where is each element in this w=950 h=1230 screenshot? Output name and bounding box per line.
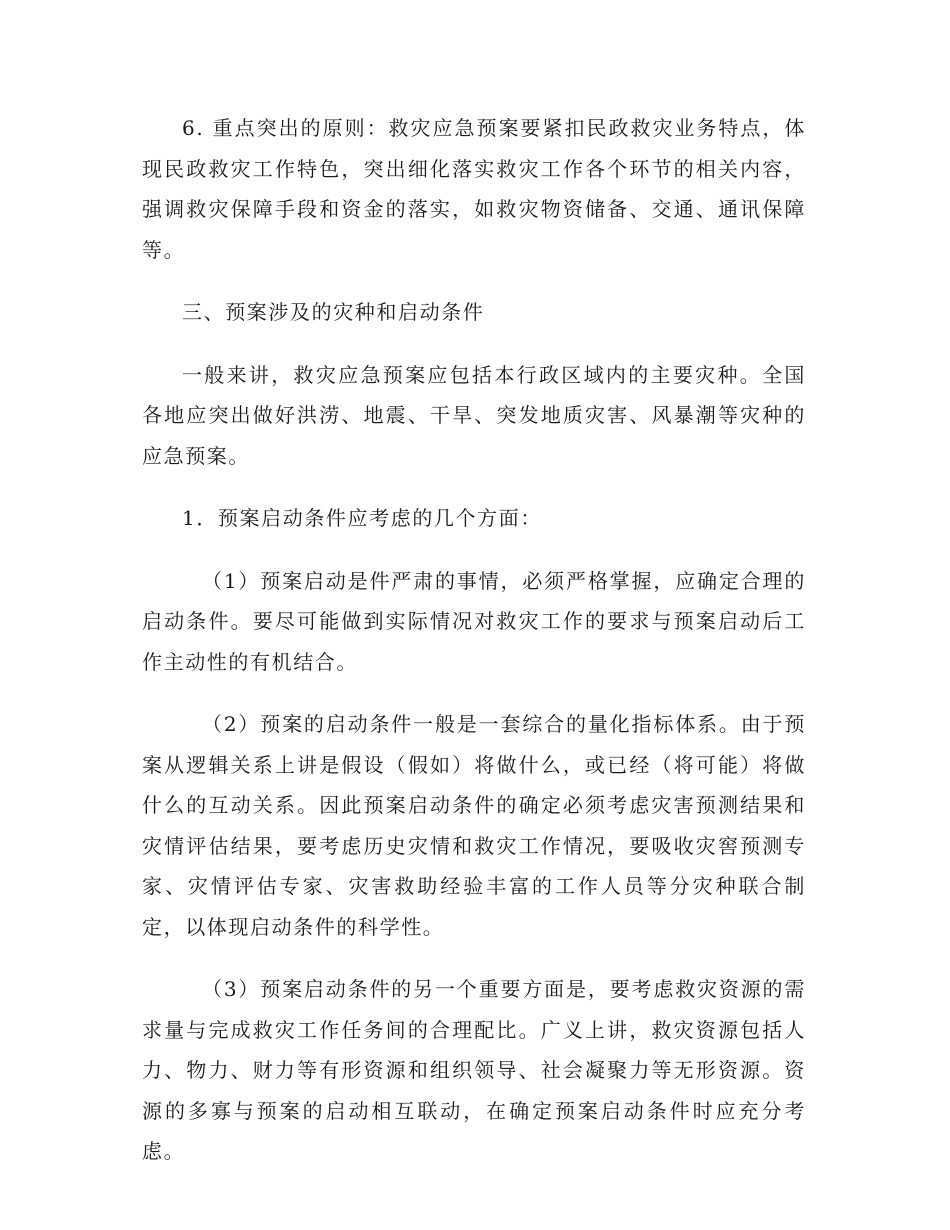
paragraph-principle-6: 6. 重点突出的原则：救灾应急预案要紧扣民政救灾业务特点，体现民政救灾工作特色，突出细化落实救灾工作各个环节的相关内容，强调救灾保障手段和资金的落实，如救灾物资储备、交通、通讯保障等。 (142, 116, 806, 262)
paragraph-item-3: （3）预案启动条件的另一个重要方面是，要考虑救灾资源的需求量与完成救灾工作任务间的合理配比。广义上讲，救灾资源包括人力、物力、财力等有形资源和组织领导、社会凝聚力等无形资源。资源的多寡与预案的启动相互联动，在确定预案启动条件时应充分考虑。 (142, 977, 806, 1163)
document-page (142, 108, 806, 1172)
section-heading-3: 三、预案涉及的灾种和启动条件 (182, 300, 485, 324)
paragraph-item-2: （2）预案的启动条件一般是一套综合的量化指标体系。由于预案从逻辑关系上讲是假设（假如）将做什么，或已经（将可能）将做什么的互动关系。因此预案启动条件的确定必须考虑灾害预测结果和灾情评估结果，要考虑历史灾情和救灾工作情况，要吸收灾窖预测专家、灾情评估专家、灾害救助经验丰富的工作人员等分灾种联合制定，以体现启动条件的科学性。 (142, 712, 806, 939)
subheading-startup-conditions: 1．预案启动条件应考虑的几个方面： (182, 506, 542, 530)
paragraph-disaster-types: 一般来讲，救灾应急预案应包括本行政区域内的主要灾种。全国各地应突出做好洪涝、地震、干旱、突发地质灾害、风暴潮等灾种的应急预案。 (142, 362, 806, 468)
paragraph-item-1: （1）预案启动是件严肃的事情，必须严格掌握，应确定合理的启动条件。要尽可能做到实际情况对救灾工作的要求与预案启动后工作主动性的有机结合。 (142, 568, 806, 674)
